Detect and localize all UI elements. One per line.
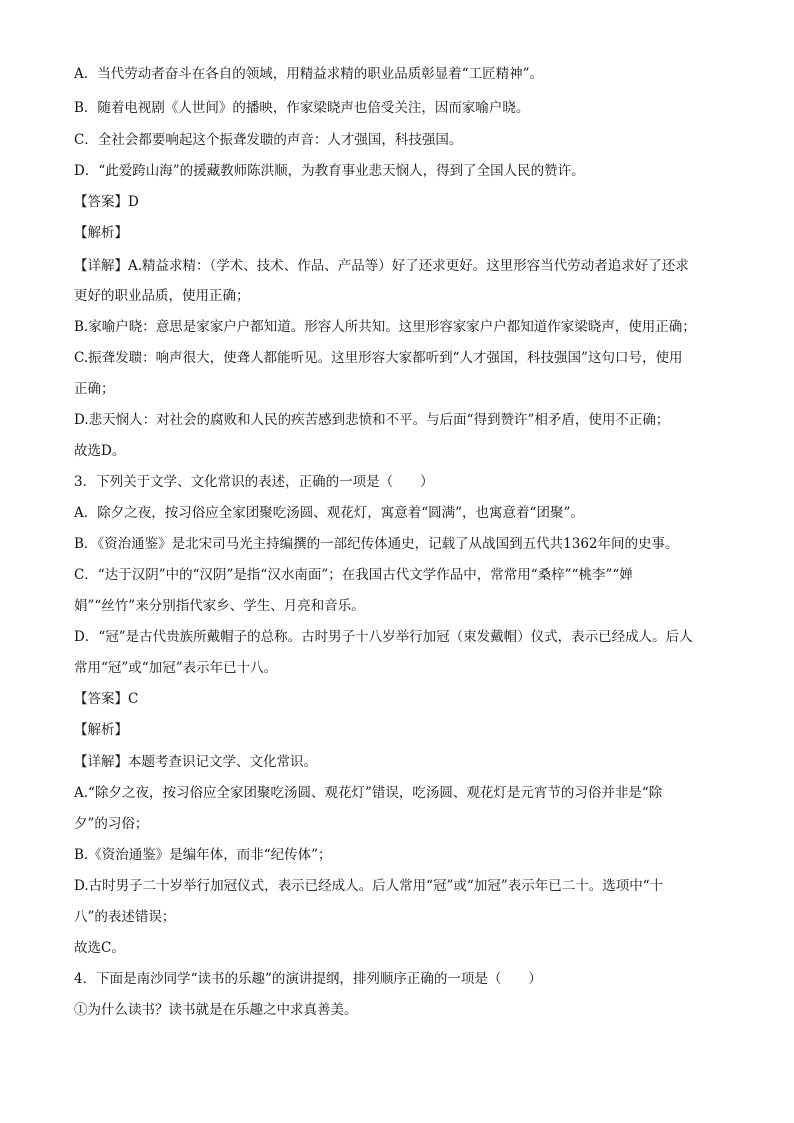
answer-value: C — [128, 691, 139, 707]
q4-item-1: ①为什么读书？读书就是在乐趣之中求真善美。 — [74, 1002, 358, 1018]
q2-option-b: B．随着电视剧《人世间》的播映，作家梁晓声也倍受关注，因而家喻户晓。 — [74, 100, 530, 116]
answer-tag: 【答案】 — [74, 194, 128, 210]
q3-option-c-cont: 娟”“丝竹”来分别指代家乡、学生、月亮和音乐。 — [74, 598, 365, 614]
q2-answer — [74, 192, 724, 212]
q3-detail-line: 夕”的习俗； — [74, 816, 149, 832]
q2-detail-line: C.振聋发聩：响声很大，使聋人都能听见。这里形容大家都听到“人才强国，科技强国”这句口号，使用 — [74, 350, 683, 366]
answer-tag: 【答案】 — [74, 691, 128, 707]
q3-stem: 3．下列关于文学、文化常识的表述，正确的一项是（ ） — [74, 474, 434, 490]
q2-detail-line: B.家喻户晓：意思是家家户户都知道。形容人所共知。这里形容家家户户都知道作家梁晓声，使用正确； — [74, 319, 696, 335]
q2-detail-line: 正确； — [74, 381, 115, 397]
q3-detail-line: D.古时男子二十岁举行加冠仪式，表示已经成人。后人常用“冠”或“加冠”表示年已二十。选项中“十 — [74, 878, 664, 894]
q3-option-a: A．除夕之夜，按习俗应全家团聚吃汤圆、观花灯，寓意着“圆满”，也寓意着“团聚”。 — [74, 505, 584, 521]
q2-option-c: C．全社会都要响起这个振聋发聩的声音：人才强国，科技强国。 — [74, 132, 463, 148]
q2-analysis-tag: 【解析】 — [74, 225, 128, 241]
q3-option-c: C．“达于汉阴”中的“汉阴”是指“汉水南面”；在我国古代文学作品中，常常用“桑梓”“桃李”“婵 — [74, 567, 633, 583]
q3-detail-line: 八”的表述错误； — [74, 909, 176, 925]
q3-conclusion: 故选C。 — [74, 940, 125, 956]
q3-detail-line: A.“除夕之夜，按习俗应全家团聚吃汤圆、观花灯”错误，吃汤圆、观花灯是元宵节的习俗并非是“除 — [74, 785, 663, 801]
q2-option-a: A．当代劳动者奋斗在各自的领域，用精益求精的职业品质彰显着“工匠精神”。 — [74, 66, 544, 82]
q3-option-b: B．《资治通鉴》是北宋司马光主持编撰的一部纪传体通史，记载了从战国到五代共1362年间的史事。 — [74, 536, 679, 552]
q2-option-d: D．“此爱跨山海”的援藏教师陈洪顺，为教育事业悲天悯人，得到了全国人民的赞许。 — [74, 163, 585, 179]
q3-detail-line: 【详解】本题考查识记文学、文化常识。 — [74, 754, 317, 770]
q3-answer — [74, 689, 724, 709]
q3-option-d: D．“冠”是古代贵族所戴帽子的总称。古时男子十八岁举行加冠（束发戴帽）仪式，表示已经成人。后人 — [74, 629, 693, 645]
q2-detail-line: D.悲天悯人：对社会的腐败和人民的疾苦感到悲愤和不平。与后面“得到赞许”相矛盾，使用不正确； — [74, 412, 670, 428]
answer-value: D — [128, 194, 139, 210]
q2-conclusion: 故选D。 — [74, 443, 126, 459]
q2-detail-line: 更好的职业品质，使用正确； — [74, 288, 250, 304]
q3-analysis-tag: 【解析】 — [74, 722, 128, 738]
q3-option-d-cont: 常用“冠”或“加冠”表示年已十八。 — [74, 660, 278, 676]
q3-detail-line: B.《资治通鉴》是编年体，而非“纪传体”； — [74, 847, 332, 863]
q4-stem: 4．下面是南沙同学“读书的乐趣”的演讲提纲，排列顺序正确的一项是（ ） — [74, 971, 542, 987]
q2-detail-line: 【详解】A.精益求精：（学术、技术、作品、产品等）好了还求更好。这里形容当代劳动者追求好了还求 — [74, 258, 689, 274]
